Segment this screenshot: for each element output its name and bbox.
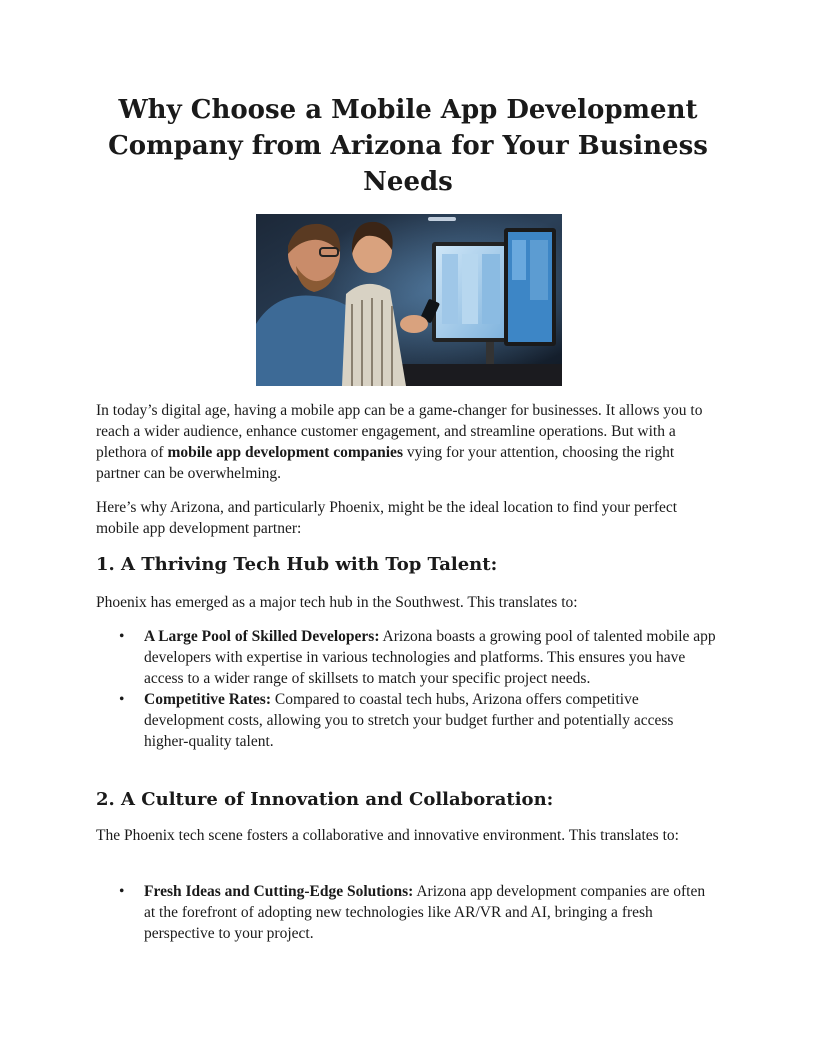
section2-list (96, 881, 720, 944)
hero-photo (256, 214, 562, 386)
list-item-title: A Large Pool of Skilled Developers: (144, 628, 380, 645)
section1-heading: 1. A Thriving Tech Hub with Top Talent: (96, 554, 498, 575)
intro-bold-phrase: mobile app development companies (167, 444, 403, 461)
lead-paragraph: Here’s why Arizona, and particularly Phoenix, might be the ideal location to find your perfect mobile app development partner: (96, 499, 678, 537)
section1-list (96, 626, 720, 752)
list-item-text: Arizona app development companies are often at the forefront of adopting new technologies like AR/VR and AI, bringing a fresh perspective to your project. (144, 883, 706, 942)
section2-text: The Phoenix tech scene fosters a collaborative and innovative environment. This translates to: (96, 827, 679, 844)
section1-text: Phoenix has emerged as a major tech hub in the Southwest. This translates to: (96, 594, 578, 611)
list-item-text: Arizona boasts a growing pool of talented mobile app developers with expertise in various technologies and platforms. This ensures you have access to a wider range of skillsets to match your specific project needs. (144, 628, 716, 687)
intro-paragraph (96, 400, 720, 484)
intro-text-start: In today’s digital age, having a mobile app can be a game-changer for businesses. It allows you to reach a wider audience, enhance customer engagement, and streamline operations. But with a plethora of (96, 402, 703, 461)
list-item (96, 881, 720, 944)
intro-text-end: vying for your attention, choosing the right partner can be overwhelming. (96, 444, 675, 482)
list-item-text: Compared to coastal tech hubs, Arizona offers competitive development costs, allowing you to stretch your budget further and potentially access higher-quality talent. (144, 691, 674, 750)
section2-heading: 2. A Culture of Innovation and Collaboration: (96, 789, 554, 810)
list-item-title: Competitive Rates: (144, 691, 271, 708)
list-item (96, 689, 720, 752)
page-title: Why Choose a Mobile App Development Company from Arizona for Your Business Needs (108, 95, 708, 197)
list-item-title: Fresh Ideas and Cutting-Edge Solutions: (144, 883, 414, 900)
list-item (96, 626, 720, 689)
